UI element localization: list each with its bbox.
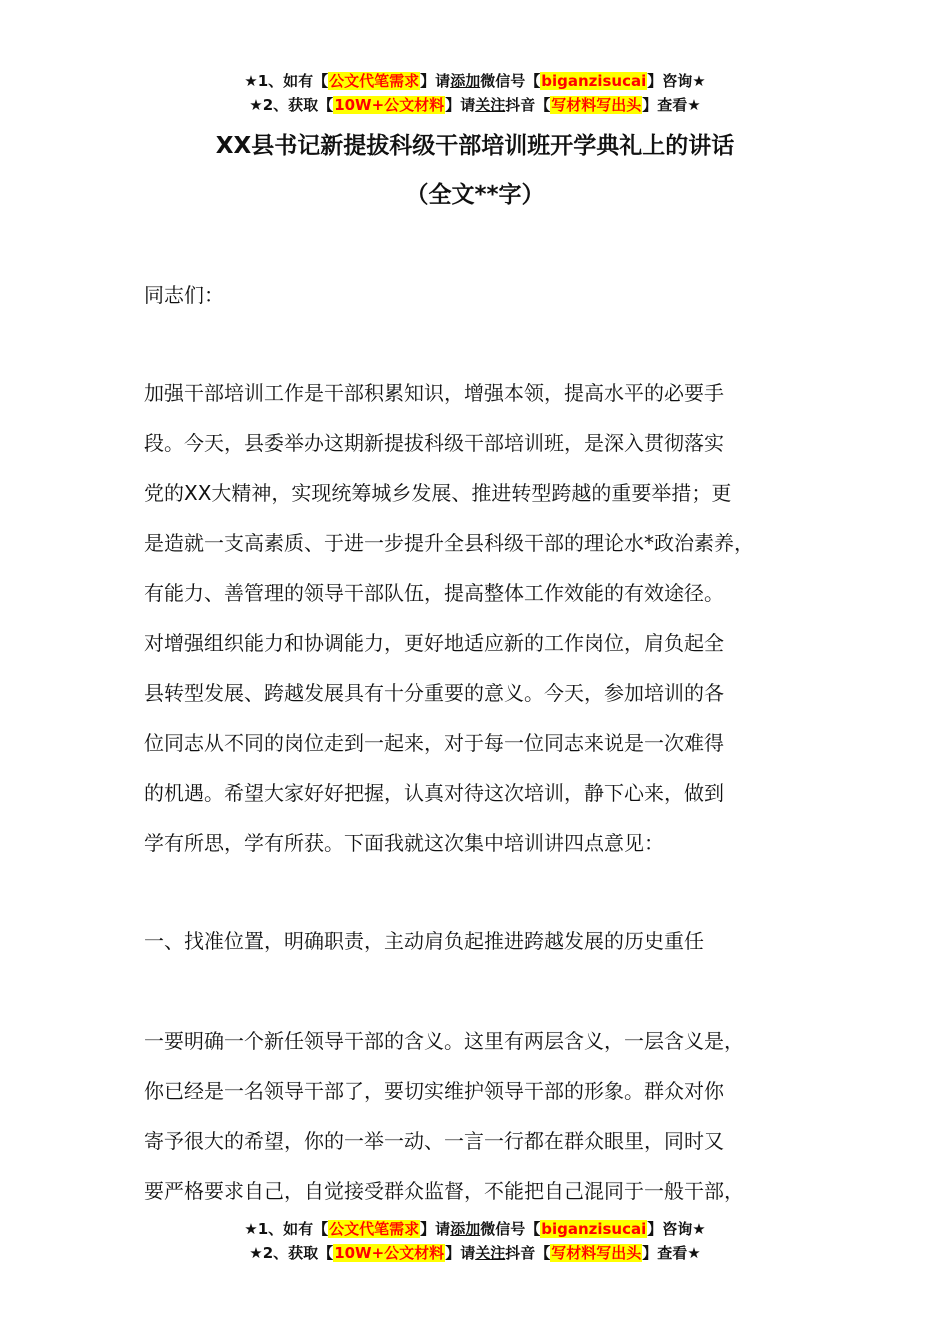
banner-text: 】咨询★ <box>647 1220 706 1238</box>
text-line: 位同志从不同的岗位走到一起来，对于每一位同志来说是一次难得 <box>144 731 724 755</box>
banner-text: 】咨询★ <box>647 72 706 90</box>
banner-text: ★1、如有【 <box>244 1220 329 1238</box>
banner-highlight: 10W+公文材料 <box>334 1244 445 1262</box>
banner-text: 抖音【 <box>505 1244 551 1262</box>
text-line: 对增强组织能力和协调能力，更好地适应新的工作岗位，肩负起全 <box>144 631 724 655</box>
document-subtitle: （全文**字） <box>405 182 545 208</box>
banner-highlight: 写材料写出头 <box>551 1244 642 1262</box>
banner-text: 】请 <box>445 96 476 114</box>
document-title: XX县书记新提拔科级干部培训班开学典礼上的讲话 <box>215 133 735 159</box>
greeting: 同志们： <box>144 283 224 307</box>
banner-underlined: 关注 <box>475 96 506 114</box>
text-line: 是造就一支高素质、于进一步提升全县科级干部的理论水*政治素养， <box>144 531 754 555</box>
banner-text: 抖音【 <box>505 96 551 114</box>
banner-line-2 <box>0 93 950 117</box>
bottom-banner <box>0 1217 950 1265</box>
banner-underlined: 关注 <box>475 1244 506 1262</box>
top-banner <box>0 69 950 117</box>
banner-highlight: 10W+公文材料 <box>334 96 445 114</box>
banner-line-2 <box>0 1241 950 1265</box>
banner-highlight: 公文代笔需求 <box>329 1220 420 1238</box>
banner-line-1 <box>0 1217 950 1241</box>
text-line: 你已经是一名领导干部了，要切实维护领导干部的形象。群众对你 <box>144 1079 724 1103</box>
text-line: 一要明确一个新任领导干部的含义。这里有两层含义，一层含义是， <box>144 1029 744 1053</box>
text-line: 寄予很大的希望，你的一举一动、一言一行都在群众眼里，同时又 <box>144 1129 724 1153</box>
banner-text: 微信号【 <box>480 72 541 90</box>
banner-text: ★1、如有【 <box>244 72 329 90</box>
banner-text: ★2、获取【 <box>249 1244 334 1262</box>
banner-text: 】请 <box>445 1244 476 1262</box>
text-line: 加强干部培训工作是干部积累知识，增强本领，提高水平的必要手 <box>144 381 724 405</box>
banner-text: 】查看★ <box>642 1244 701 1262</box>
text-line: 学有所思，学有所获。下面我就这次集中培训讲四点意见： <box>144 831 664 855</box>
banner-highlight: biganzisucai <box>541 1220 647 1238</box>
section-heading-1: 一、找准位置，明确职责，主动肩负起推进跨越发展的历史重任 <box>144 929 704 953</box>
paragraph-2 <box>144 1016 834 1216</box>
banner-text: 】查看★ <box>642 96 701 114</box>
text-line: 党的XX大精神，实现统筹城乡发展、推进转型跨越的重要举措；更 <box>144 481 732 505</box>
banner-text: ★2、获取【 <box>249 96 334 114</box>
banner-text: 微信号【 <box>480 1220 541 1238</box>
banner-highlight: biganzisucai <box>541 72 647 90</box>
banner-underlined: 添加 <box>450 72 481 90</box>
banner-text: 】请 <box>420 72 451 90</box>
text-line: 要严格要求自己，自觉接受群众监督，不能把自己混同于一般干部， <box>144 1179 744 1203</box>
paragraph-1 <box>144 368 834 868</box>
banner-highlight: 写材料写出头 <box>551 96 642 114</box>
banner-text: 】请 <box>420 1220 451 1238</box>
banner-highlight: 公文代笔需求 <box>329 72 420 90</box>
text-line: 有能力、善管理的领导干部队伍，提高整体工作效能的有效途径。 <box>144 581 724 605</box>
banner-line-1 <box>0 69 950 93</box>
text-line: 段。今天，县委举办这期新提拔科级干部培训班，是深入贯彻落实 <box>144 431 724 455</box>
banner-underlined: 添加 <box>450 1220 481 1238</box>
text-line: 县转型发展、跨越发展具有十分重要的意义。今天，参加培训的各 <box>144 681 724 705</box>
text-line: 的机遇。希望大家好好把握，认真对待这次培训，静下心来，做到 <box>144 781 724 805</box>
